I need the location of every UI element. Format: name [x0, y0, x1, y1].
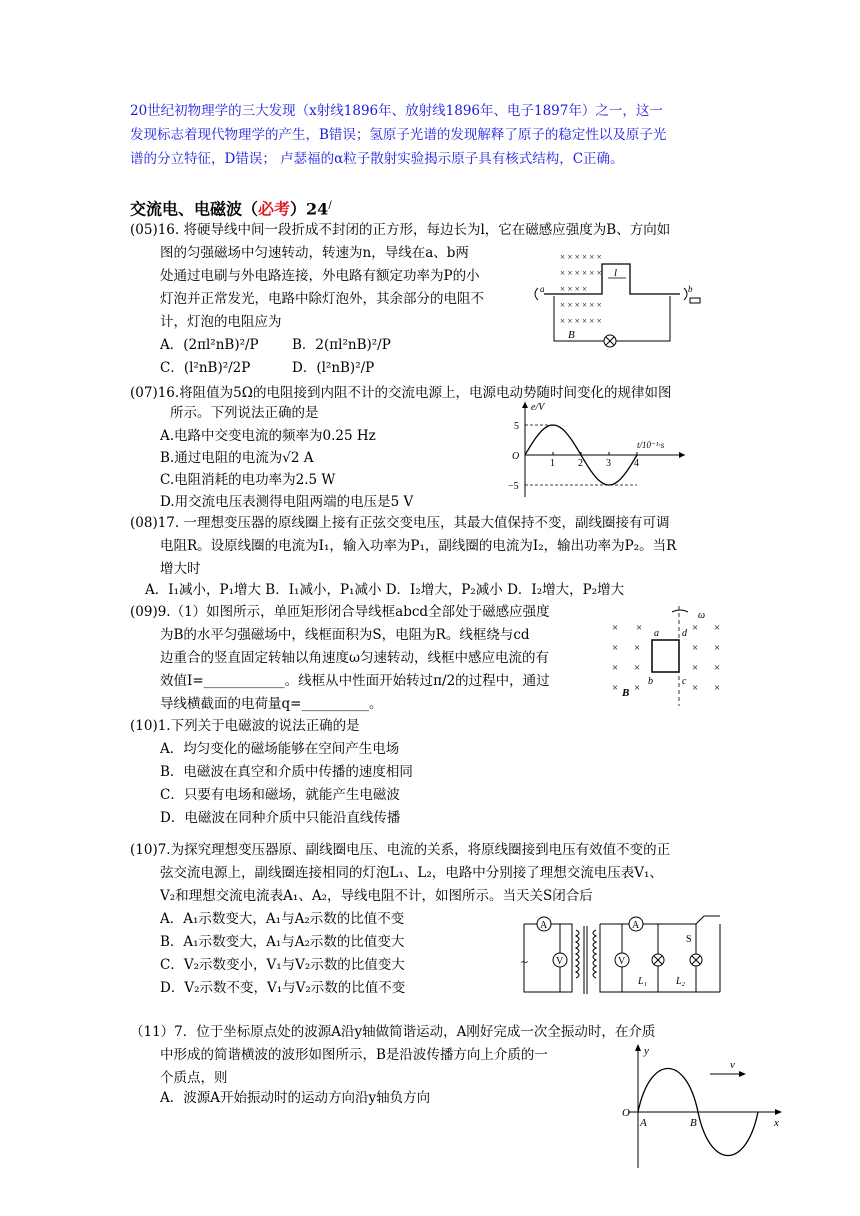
b-label: B: [690, 1117, 697, 1129]
fig-label-a: a: [540, 284, 545, 294]
fig-label-d: d: [682, 628, 687, 639]
fig-label-b: b: [688, 284, 693, 294]
q09-line-3: 边重合的竖直固定转轴以角速度ω匀速转动，线框中感应电流的有: [160, 650, 550, 666]
q11-option-a: A．波源A开始振动时的运动方向沿y轴负方向: [160, 1090, 431, 1106]
intro-line-2: 发现标志着现代物理学的产生，B错误；氢原子光谱的发现解释了原子的稳定性以及原子光: [130, 127, 667, 143]
q09-line-5-tail: 。: [368, 696, 383, 712]
intro-line-3: 谱的分立特征，D错误； 卢瑟福的α粒子散射实验揭示原子具有核式结构，C正确。: [130, 151, 624, 167]
q09-line-4-tail: 。线框从中性面开始转过π/2的过程中，通过: [284, 673, 550, 689]
q11-line-2: 中形成的简谐横波的波形如图所示，B是沿波传播方向上介质的一: [160, 1047, 548, 1063]
l1-label: L₁: [638, 976, 648, 987]
q08-line-3: 增大时: [160, 561, 201, 577]
q10a-option-d: D．电磁波在同种介质中只能沿直线传播: [160, 810, 401, 826]
x-axis-label: t/10⁻¹·s: [637, 440, 665, 450]
origin-label: O: [512, 451, 520, 462]
q05-line-3: 处通过电刷与外电路连接，外电路有额定功率为P的小: [160, 268, 480, 284]
svg-text:×: ×: [692, 682, 699, 694]
svg-text:×: ×: [612, 622, 619, 634]
current-answer-blank[interactable]: ____________: [203, 673, 285, 689]
brush-left: [535, 288, 538, 300]
q10a-option-a: A．均匀变化的磁场能够在空间产生电场: [160, 741, 400, 757]
svg-text:×: ×: [714, 662, 721, 674]
q11-line-1: （11）7．位于坐标原点处的波源A沿y轴做简谐运动，A刚好完成一次全振动时，在介质: [130, 1024, 656, 1040]
svg-text:× × × × × ×: × × × × × ×: [560, 300, 602, 310]
q09-line-1: (09)9.（1）如图所示，单匝矩形闭合导线框abcd全部处于磁感应强度: [130, 604, 550, 620]
y-label: y: [644, 1045, 649, 1057]
q05-figure: [530, 248, 710, 356]
svg-text:×: ×: [612, 682, 619, 694]
svg-text:× × × × × ×: × × × × × ×: [560, 316, 602, 326]
q10b-circuit-figure: [518, 912, 730, 1008]
v1-label: V: [556, 956, 564, 967]
brush-right: [684, 288, 687, 300]
svg-text:×: ×: [714, 642, 721, 654]
q07-option-d: D.用交流电压表测得电阻两端的电压是5 V: [160, 494, 414, 510]
q10b-line-1: (10)7.为探究理想变压器原、副线圈电压、电流的关系，将原线圈接到电压有效值不变的正: [130, 842, 671, 858]
svg-text:×: ×: [692, 662, 699, 674]
q07-line-1: (07)16.将阻值为5Ω的电阻接到内阻不计的交流电源上，电源电动势随时间变化的规律如图: [130, 385, 672, 401]
svg-text:×: ×: [612, 662, 619, 674]
fig-label-l: l: [614, 267, 618, 279]
svg-text:×: ×: [636, 622, 643, 634]
q08-options: A．I₁减小，P₁增大 B．I₁减小，P₁减小 D．I₂增大，P₂减小 D．I₂增大，P₂增大: [145, 582, 625, 598]
fig-label-omega: ω: [698, 610, 706, 621]
fig-label-a: a: [654, 628, 659, 639]
q05-line-4: 灯泡并正常发光，电路中除灯泡外，其余部分的电阻不: [160, 291, 484, 307]
q08-line-2: 电阻R。设原线圈的电流为I₁，输入功率为P₁，副线圈的电流为I₂，输出功率为P₂。当R: [160, 538, 677, 554]
wire-frame: [652, 640, 679, 672]
svg-text:×: ×: [634, 642, 641, 654]
o-label: O: [622, 1107, 630, 1119]
a-label: A: [640, 1117, 647, 1129]
x-tick-label-4: 4: [634, 458, 639, 469]
q10b-option-a: A．A₁示数变大，A₁与A₂示数的比值不变: [160, 911, 405, 927]
l2-label: L₂: [676, 976, 686, 987]
q05-option-d: D．(l²nB)²/P: [292, 360, 375, 376]
section-count: 24: [306, 199, 329, 219]
q10a-option-c: C．只要有电场和磁场，就能产生电磁波: [160, 787, 400, 803]
q07-option-a: A.电路中交变电流的频率为0.25 Hz: [160, 428, 376, 444]
svg-text:× × × × × ×: × × × × × ×: [560, 268, 602, 278]
v-label: v: [730, 1059, 735, 1071]
q09-line-4: [160, 671, 550, 691]
q11-line-3: 个质点，则: [160, 1070, 228, 1086]
x-tick-label-1: 1: [550, 458, 555, 469]
fig-label-B: B: [622, 687, 630, 699]
section-title: 交流电、电磁波（: [130, 199, 259, 219]
q05-option-b: B．2(πl²nB)²/P: [292, 337, 391, 353]
q07-emf-chart: [505, 400, 690, 500]
y-max-label: 5: [514, 421, 519, 432]
svg-text:×: ×: [612, 642, 619, 654]
q10b-line-2: 弦交流电源上，副线圈连接相同的灯泡L₁、L₂，电路中分别接了理想交流电压表V₁、: [160, 865, 663, 881]
q09-figure: [608, 606, 738, 706]
q05-option-a: A．(2πl²nB)²/P: [160, 337, 259, 353]
svg-text:×: ×: [714, 622, 721, 634]
q09-line-2: 为B的水平匀强磁场中，线框面积为S，电阻为R。线框绕与cd: [160, 627, 530, 643]
q05-option-c: C．(l²nB)²/2P: [160, 360, 251, 376]
ac-source-icon: ~: [521, 954, 529, 969]
v2-label: V: [618, 956, 626, 967]
switch-s-label: S: [686, 934, 692, 945]
svg-text:×: ×: [692, 622, 699, 634]
q08-line-1: (08)17. 一理想变压器的原线圈上接有正弦交变电压，其最大值保持不变，副线圈接有可调: [130, 515, 670, 531]
svg-text:×: ×: [634, 662, 641, 674]
section-mark: /: [328, 200, 332, 211]
magnetic-field-crosses: [560, 252, 602, 326]
q10b-option-b: B．A₁示数变大，A₁与A₂示数的比值变大: [160, 934, 405, 950]
q05-line-2: 图的匀强磁场中匀速转动，转速为n，导线在a、b两: [160, 245, 469, 261]
q09-line-5: [160, 694, 382, 714]
q09-charge-prompt: 导线横截面的电荷量q=: [160, 696, 302, 712]
svg-text:× × × ×: × × × ×: [560, 284, 588, 294]
a1-label: A: [540, 920, 548, 931]
svg-text:×: ×: [692, 642, 699, 654]
q05-line-5: 计，灯泡的电阻应为: [160, 314, 282, 330]
svg-text:×: ×: [634, 682, 641, 694]
y-axis-label: e/V: [531, 402, 545, 413]
y-min-label: −5: [508, 481, 519, 492]
charge-answer-blank[interactable]: __________: [301, 696, 369, 712]
svg-text:× × × × × ×: × × × × × ×: [560, 252, 602, 262]
rotation-arrow: [672, 610, 688, 612]
section-close: ）: [290, 199, 307, 219]
q07-option-b: B.通过电阻的电流为√2 A: [160, 450, 314, 466]
section-must-label: 必考: [258, 199, 291, 219]
svg-text:×: ×: [714, 682, 721, 694]
q10a-line-1: (10)1.下列关于电磁波的说法正确的是: [130, 718, 360, 734]
q07-option-c: C.电阻消耗的电功率为2.5 W: [160, 472, 336, 488]
q07-line-2: 所示。下列说法正确的是: [170, 405, 319, 421]
q10b-option-d: D．V₂示数不变，V₁与V₂示数的比值不变: [160, 980, 406, 996]
q11-wave-figure: [618, 1040, 788, 1170]
section-heading: [130, 196, 332, 219]
fig-label-c: c: [682, 676, 687, 687]
q10a-option-b: B．电磁波在真空和介质中传播的速度相同: [160, 764, 413, 780]
x-tick-label-3: 3: [606, 458, 611, 469]
fig-label-b: b: [648, 676, 653, 687]
crank-handle: [690, 298, 700, 303]
q10b-line-3: V₂和理想交流电流表A₁、A₂，导线电阻不计，如图所示。当天关S闭合后: [160, 888, 593, 904]
field-crosses: [612, 622, 720, 694]
q09-current-prompt: 效值I=: [160, 673, 204, 689]
x-label: x: [774, 1117, 779, 1129]
x-tick-label-2: 2: [578, 458, 583, 469]
intro-line-1: 20世纪初物理学的三大发现（x射线1896年、放射线1896年、电子1897年）之一，这一: [130, 103, 663, 119]
q10b-option-c: C．V₂示数变小，V₁与V₂示数的比值变大: [160, 957, 405, 973]
q05-line-1: (05)16. 将硬导线中间一段折成不封闭的正方形，每边长为l，它在磁感应强度为B、方向如: [130, 222, 671, 238]
a2-label: A: [632, 920, 640, 931]
fig-label-B: B: [568, 329, 575, 341]
